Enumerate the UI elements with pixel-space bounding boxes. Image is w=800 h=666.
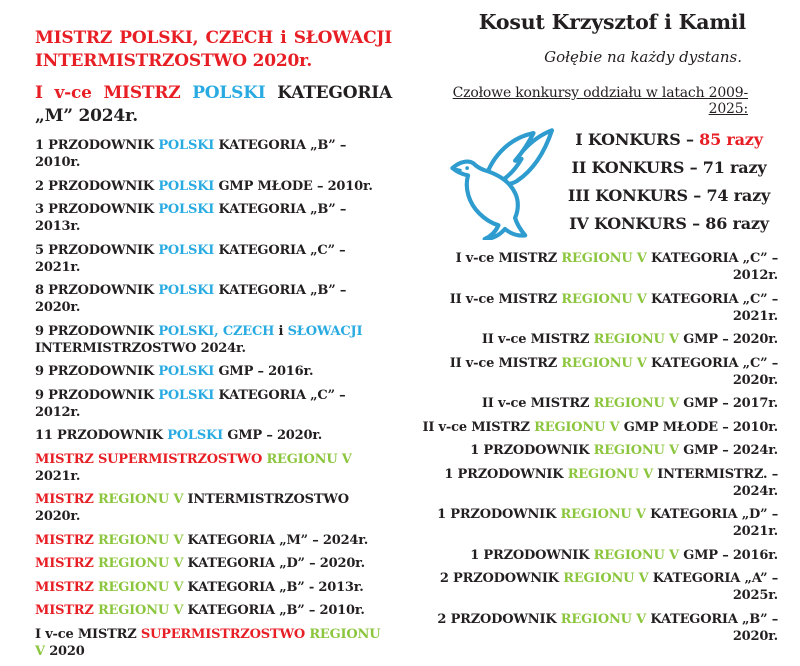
achievement-line xyxy=(420,331,778,348)
left-column xyxy=(35,27,392,666)
section-heading: Czołowe konkursy oddziału w latach 2009-2025: xyxy=(452,85,748,117)
achievement-line xyxy=(420,547,778,564)
text-segment: KATEGORIA „B” – 2010r. xyxy=(183,603,365,618)
text-segment: REGIONU V xyxy=(560,611,647,627)
left-achievement-list xyxy=(35,137,392,660)
text-segment: IV KONKURS – 86 razy xyxy=(569,214,769,233)
text-segment: III KONKURS – 74 razy xyxy=(567,186,771,205)
text-segment: INTERMISTRZOSTWO 2024r. xyxy=(35,340,246,356)
text-segment: MISTRZ xyxy=(35,532,98,548)
achievement-line xyxy=(420,250,778,284)
text-segment: MISTRZ SUPERMISTRZOSTWO xyxy=(35,451,267,467)
page-title: Kosut Krzysztof i Kamil xyxy=(478,10,746,34)
achievement-line xyxy=(35,602,392,619)
text-segment: REGIONU V xyxy=(593,332,679,347)
text-segment: KATEGORIA „C” – 2012r. xyxy=(35,387,346,420)
text-segment: REGIONU V xyxy=(561,291,647,307)
text-segment: REGIONU V xyxy=(561,251,647,266)
achievement-line xyxy=(35,626,392,660)
text-segment: REGIONU V xyxy=(35,626,381,659)
text-segment: KATEGORIA „C” – 2012r. xyxy=(646,251,778,283)
text-segment: REGIONU V xyxy=(563,571,649,586)
achievement-line xyxy=(420,506,778,540)
text-segment: I v-ce MISTRZ xyxy=(35,83,193,103)
text-segment: II v-ce MISTRZ xyxy=(422,419,535,435)
text-segment: POLSKI xyxy=(158,364,215,379)
text-segment: MISTRZ xyxy=(35,556,98,571)
achievement-line xyxy=(420,611,778,645)
text-segment: 85 razy xyxy=(699,130,763,149)
text-segment: MISTRZ xyxy=(35,492,98,507)
text-segment: GMP MŁODE – 2010r. xyxy=(619,419,778,435)
dove-icon xyxy=(448,122,560,240)
text-segment: 1 PRZODOWNIK xyxy=(444,466,568,482)
text-segment: REGIONU V xyxy=(593,443,679,458)
text-segment: SUPERMISTRZOSTWO xyxy=(140,626,310,642)
text-segment: KATEGORIA „B” – 2020r. xyxy=(646,611,778,644)
text-segment: KATEGORIA „B” – 2010r. xyxy=(35,138,347,170)
text-segment: POLSKI xyxy=(158,178,215,194)
achievement-line xyxy=(35,451,392,485)
text-segment: POLSKI xyxy=(158,138,215,153)
achievement-line xyxy=(35,178,392,195)
text-segment: KATEGORIA „M” – 2024r. xyxy=(183,532,369,548)
text-segment: MISTRZ xyxy=(35,579,98,595)
text-segment: 9 PRZODOWNIK xyxy=(35,387,159,403)
achievement-line xyxy=(420,570,778,604)
konkurs-section xyxy=(420,122,778,243)
text-segment: 2021r. xyxy=(35,468,81,484)
text-segment: KATEGORIA „B” - 2013r. xyxy=(183,579,364,595)
text-segment: POLSKI xyxy=(167,428,224,443)
text-segment: GMP – 2016r. xyxy=(678,547,778,563)
text-segment: 2 PRZODOWNIK xyxy=(439,571,564,586)
text-segment: 1 PRZODOWNIK xyxy=(35,138,159,153)
text-segment: 3 PRZODOWNIK xyxy=(35,202,159,217)
achievement-line xyxy=(35,323,392,357)
achievement-line xyxy=(35,579,392,596)
text-segment: 9 PRZODOWNIK xyxy=(35,323,159,339)
text-segment: REGIONU V xyxy=(534,419,620,435)
text-segment: POLSKI xyxy=(158,242,215,258)
text-segment: i xyxy=(274,323,288,339)
konkurs-line xyxy=(560,159,778,176)
text-segment: REGIONU V xyxy=(561,355,647,371)
text-segment: GMP – 2020r. xyxy=(678,332,778,347)
text-segment: KATEGORIA „D” – 2021r. xyxy=(645,507,778,539)
text-segment: GMP – 2024r. xyxy=(678,443,778,458)
text-segment: 1 PRZODOWNIK xyxy=(470,443,594,458)
text-segment: II v-ce MISTRZ xyxy=(481,332,594,347)
text-segment: POLSKI xyxy=(192,83,266,103)
text-segment: REGIONU V xyxy=(97,532,184,548)
achievement-line xyxy=(35,137,392,171)
achievement-line xyxy=(35,242,392,276)
text-segment: GMP MŁODE – 2010r. xyxy=(214,178,373,194)
text-segment: 1 PRZODOWNIK xyxy=(437,507,561,522)
text-segment: KATEGORIA „C” – 2021r. xyxy=(35,242,346,275)
text-segment: GMP – 2016r. xyxy=(214,364,314,379)
konkurs-list xyxy=(560,122,778,243)
text-segment: II v-ce MISTRZ xyxy=(449,291,562,307)
text-segment: GMP – 2020r. xyxy=(223,428,323,443)
achievement-line xyxy=(35,491,392,525)
text-segment: KATEGORIA „A” – 2025r. xyxy=(648,571,778,603)
achievement-line xyxy=(35,427,392,444)
text-segment: KATEGORIA „D” – 2020r. xyxy=(183,556,365,571)
text-segment: KATEGORIA „C” – 2020r. xyxy=(646,355,778,388)
text-segment: REGIONU V xyxy=(560,507,646,522)
text-segment: II KONKURS – 71 razy xyxy=(571,158,767,177)
text-segment: 1 PRZODOWNIK xyxy=(470,547,594,563)
text-segment: I v-ce MISTRZ xyxy=(35,626,141,642)
text-segment: KATEGORIA „C” – 2021r. xyxy=(646,291,778,324)
text-segment: POLSKI xyxy=(158,283,215,298)
text-segment: REGIONU V xyxy=(97,603,184,618)
text-segment: REGIONU V xyxy=(567,466,653,482)
achievement-line xyxy=(420,419,778,436)
text-segment: POLSKI, xyxy=(158,323,219,339)
konkurs-line xyxy=(560,187,778,204)
text-segment: KATEGORIA „M” 2024r. xyxy=(35,83,392,126)
text-segment: SŁOWACJI xyxy=(287,323,363,339)
achievement-line xyxy=(420,395,778,412)
achievement-line xyxy=(420,291,778,325)
text-segment: 11 PRZODOWNIK xyxy=(35,428,168,443)
text-segment: REGIONU V xyxy=(593,396,679,411)
text-segment: INTERMISTRZ. – 2024r. xyxy=(652,466,778,499)
text-segment: REGIONU V xyxy=(266,451,352,467)
text-segment: KATEGORIA „B” – 2013r. xyxy=(35,202,347,234)
text-segment: INTERMISTRZOSTWO 2020r. xyxy=(35,492,349,524)
text-segment: 9 PRZODOWNIK xyxy=(35,364,159,379)
achievement-line xyxy=(420,466,778,500)
achievement-line xyxy=(35,201,392,235)
text-segment: REGIONU V xyxy=(97,579,184,595)
text-segment: 5 PRZODOWNIK xyxy=(35,242,159,258)
right-column xyxy=(420,10,778,651)
text-segment: II v-ce MISTRZ xyxy=(449,355,562,371)
text-segment: POLSKI xyxy=(158,387,215,403)
text-segment: MISTRZ xyxy=(35,603,98,618)
text-segment: 8 PRZODOWNIK xyxy=(35,283,159,298)
text-segment: CZECH xyxy=(222,323,275,339)
text-segment: II v-ce MISTRZ xyxy=(481,396,594,411)
achievement-line xyxy=(35,532,392,549)
text-segment: MISTRZ POLSKI, CZECH i SŁOWACJI INTERMISTRZOSTWO 2020r. xyxy=(35,28,392,71)
achievement-line xyxy=(35,282,392,316)
text-segment: 2 PRZODOWNIK xyxy=(437,611,561,627)
right-achievement-list xyxy=(420,250,778,645)
konkurs-line xyxy=(560,131,778,148)
text-segment: POLSKI xyxy=(158,202,215,217)
achievement-line xyxy=(420,442,778,459)
text-segment: REGIONU V xyxy=(593,547,679,563)
text-segment: REGIONU V xyxy=(97,492,184,507)
subtitle: Gołębie na każdy dystans. xyxy=(544,48,742,66)
achievement-line xyxy=(35,387,392,421)
text-segment: I v-ce MISTRZ xyxy=(455,251,562,266)
achievement-line xyxy=(35,555,392,572)
konkurs-line xyxy=(560,215,778,232)
text-segment: KATEGORIA „B” – 2020r. xyxy=(35,283,347,315)
text-segment: 2020 xyxy=(44,643,85,659)
text-segment: REGIONU V xyxy=(97,556,184,571)
achievement-line xyxy=(420,355,778,389)
text-segment: I KONKURS – xyxy=(575,130,700,149)
text-segment: 2 PRZODOWNIK xyxy=(35,178,159,194)
achievement-line xyxy=(35,363,392,380)
left-heading-secondary xyxy=(35,82,392,128)
left-heading-primary xyxy=(35,27,392,73)
text-segment: GMP – 2017r. xyxy=(678,396,778,411)
